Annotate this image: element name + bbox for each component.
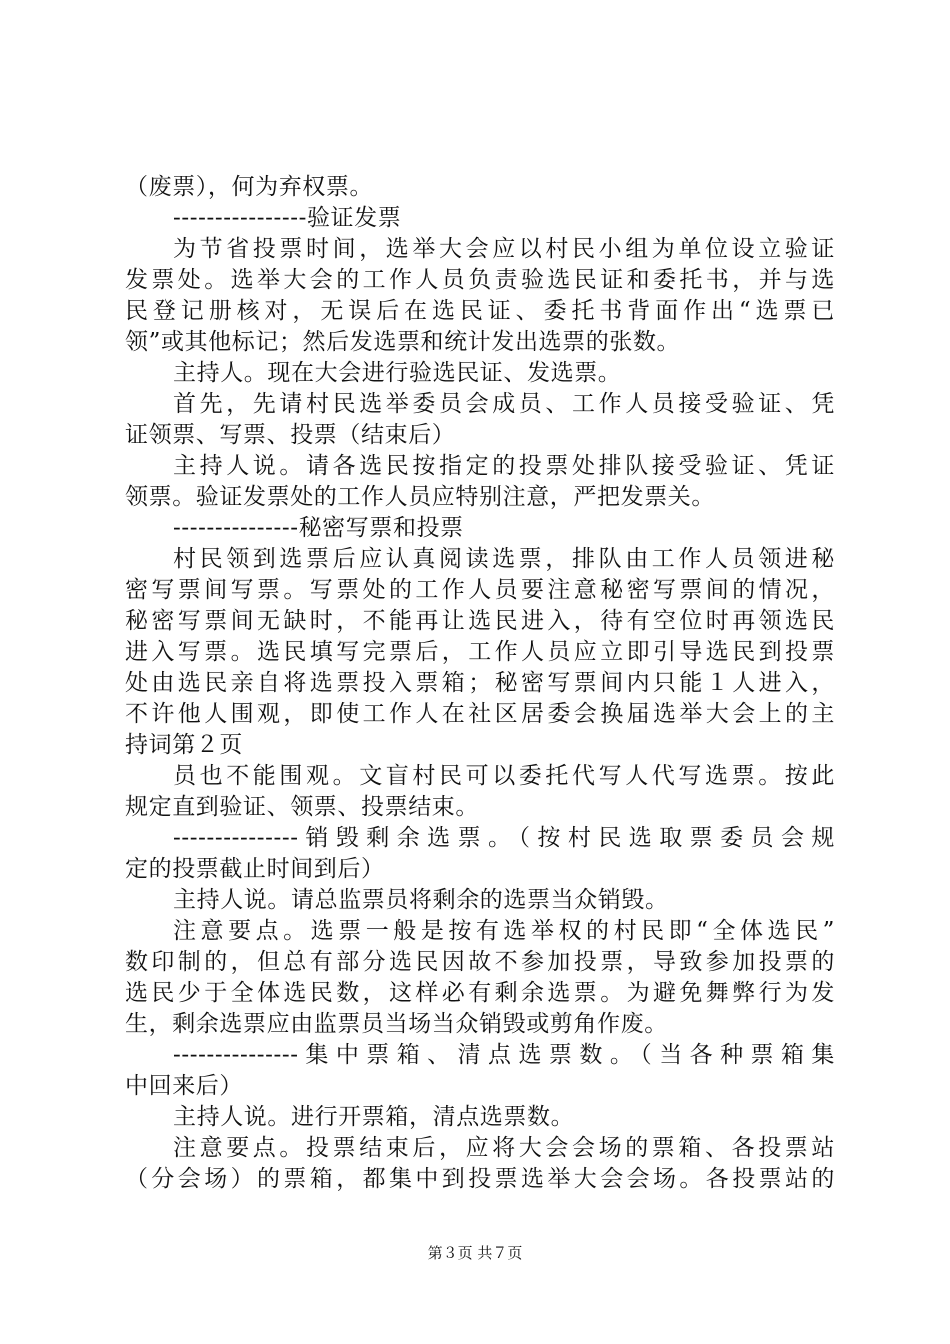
text-line: 定的投票截止时间到后）	[125, 856, 385, 882]
text-line: （废票），何为弃权票。	[125, 174, 374, 200]
text-line: 不许他人围观，即使工作人在社区居委会换届选举大会上的主	[125, 701, 835, 727]
text-line: 首先，先请村民选举委员会成员、工作人员接受验证、凭	[173, 391, 835, 417]
text-line: ----------------验证发票	[173, 205, 402, 231]
text-line: 员也不能围观。文盲村民可以委托代写人代写选票。按此	[173, 763, 835, 789]
page-footer: 第３页 共７页	[427, 1244, 523, 1262]
text-line: 注意要点。选票一般是按有选举权的村民即“全体选民”	[173, 918, 835, 944]
text-line: 主持人说。请各选民按指定的投票处排队接受验证、凭证	[173, 453, 835, 479]
text-line: 持词第２页	[125, 732, 243, 758]
text-line: 数印制的，但总有部分选民因故不参加投票，导致参加投票的	[125, 949, 835, 975]
text-line: 主持人。现在大会进行验选民证、发选票。	[173, 360, 622, 386]
text-line: 处由选民亲自将选票投入票箱；秘密写票间内只能１人进入，	[125, 670, 835, 696]
text-line: 中回来后）	[125, 1073, 243, 1099]
text-line: 主持人说。进行开票箱，清点选票数。	[173, 1104, 575, 1130]
text-line: 规定直到验证、领票、投票结束。	[125, 794, 479, 820]
text-line: 为节省投票时间，选举大会应以村民小组为单位设立验证	[173, 236, 835, 262]
text-line: 秘密写票间无缺时，不能再让选民进入，待有空位时再领选民	[125, 608, 835, 634]
text-line: 领票。验证发票处的工作人员应特别注意，严把发票关。	[125, 484, 715, 510]
text-line: 发票处。选举大会的工作人员负责验选民证和委托书，并与选	[125, 267, 835, 293]
document-body	[125, 172, 835, 1195]
text-line: 生，剩余选票应由监票员当场当众销毁或剪角作废。	[125, 1011, 668, 1037]
text-line: 民登记册核对，无误后在选民证、委托书背面作出“选票已	[125, 298, 835, 324]
text-line: 证领票、写票、投票（结束后）	[125, 422, 456, 448]
text-line: 选民少于全体选民数，这样必有剩余选票。为避免舞弊行为发	[125, 980, 835, 1006]
text-line: （分会场）的票箱，都集中到投票选举大会会场。各投票站的	[125, 1166, 835, 1192]
text-line: 村民领到选票后应认真阅读选票，排队由工作人员领进秘	[173, 546, 835, 572]
text-line: 领”或其他标记；然后发选票和统计发出选票的张数。	[125, 329, 681, 355]
text-line: 进入写票。选民填写完票后，工作人员应立即引导选民到投票	[125, 639, 835, 665]
text-line: ---------------秘密写票和投票	[173, 515, 464, 541]
text-line: ---------------集中票箱、清点选票数。（当各种票箱集	[173, 1042, 835, 1068]
text-line: 密写票间写票。写票处的工作人员要注意秘密写票间的情况，	[125, 577, 835, 603]
text-line: ---------------销毁剩余选票。（按村民选取票委员会规	[173, 825, 835, 851]
text-line: 主持人说。请总监票员将剩余的选票当众销毁。	[173, 887, 669, 913]
text-line: 注意要点。投票结束后，应将大会会场的票箱、各投票站	[173, 1135, 835, 1161]
